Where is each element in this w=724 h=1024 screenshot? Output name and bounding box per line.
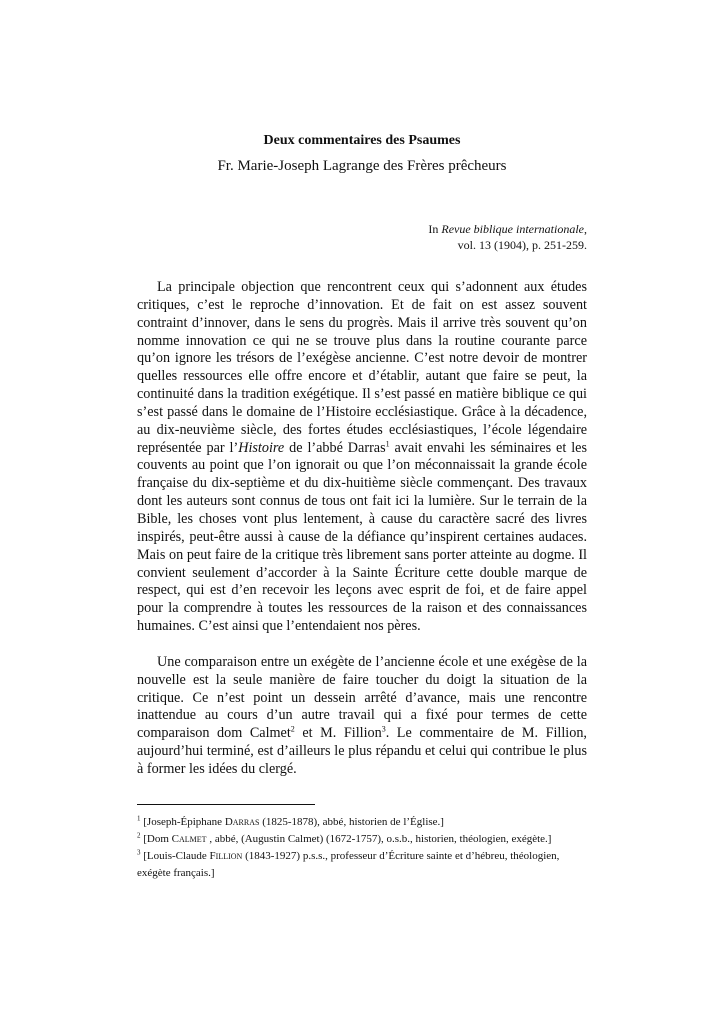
citation-suffix: , [584, 222, 587, 236]
footnote-3-number: 3 [137, 848, 141, 857]
footnote-ref-2[interactable]: 2 [290, 724, 295, 734]
citation-prefix: In [428, 222, 442, 236]
article-body [137, 279, 587, 779]
p1-text-1: La principale objection que rencontrent ceux qui s’adonnent aux études critiques, c’est le reproche d’innovation. Et de fait on est assez souvent contraint d’innover, dans le sens du progrès. Mais il arrive très souvent qu’on nomme innovation ce qui ne se trouve plus dans la routine courante parce qu’on ignore les trésors de l’exégèse ancienne. C’est notre devoir de montrer quelles ressources elle offre encore et d’établir, autant que faire se peut, la continuité dans la tradition exégétique. Il s’est passé en matière biblique ce qui s’est passé dans le domaine de l’Histoire ecclésiastique. Grâce à la décadence, au dix-neuvième siècle, des fortes études ecclésiastiques, l’école légendaire représentée par l’ [137, 279, 587, 456]
footnote-ref-3[interactable]: 3 [381, 724, 386, 734]
p1-italic-histoire: Histoire [238, 439, 285, 456]
p2-text-2: et M. Fillion [294, 725, 382, 742]
footnote-1-name: Darras [224, 816, 260, 828]
citation-details: vol. 13 (1904), p. 251-259. [457, 238, 587, 252]
body-paragraph-1 [137, 279, 587, 636]
footnotes [137, 814, 587, 882]
footnote-2 [137, 831, 587, 848]
footnote-separator [137, 804, 315, 805]
footnote-1-number: 1 [137, 814, 141, 823]
p1-text-2: de l’abbé Darras [284, 439, 386, 456]
footnote-2-pre: [Dom [140, 833, 172, 845]
p2-text-1: Une comparaison entre un exégète de l’ancienne école et une exégèse de la nouvelle est la seule manière de faire toucher du doigt la situation de la critique. Ce n’est point un dessein arrêté d’avance, mais une rencontre inattendue au cours d’un autre travail qui a fixé pour termes de cette comparaison dom Calmet [137, 653, 587, 742]
body-paragraph-2 [137, 654, 587, 779]
citation-journal: Revue biblique internationale [441, 222, 584, 236]
footnote-3 [137, 848, 587, 882]
footnote-1-post: (1825-1878), abbé, historien de l’Église.] [259, 816, 444, 828]
footnote-2-number: 2 [137, 831, 141, 840]
footnote-3-post: (1843-1927) p.s.s., professeur d’Écriture sainte et d’hébreu, théologien, exégète français.] [137, 850, 560, 879]
footnote-ref-1[interactable]: 1 [385, 438, 390, 448]
article-title: Deux commentaires des Psaumes [263, 133, 461, 148]
p1-text-3: avait envahi les séminaires et les couvents au point que l’on ignorait ou que l’on méconnaissait la grande école française du dix-septième et du dix-huitième siècle commençant. Des travaux dont les auteurs sont connus de tous ont fait ici la lumière. Sur le terrain de la Bible, les choses vont plus lentement, à cause du caractère sacré des livres inspirés, peut-être aussi à cause de la défiance qu’inspirent certaines audaces. Mais on peut faire de la critique très librement sans porter atteinte au dogme. Il convient seulement d’accorder à la Sainte Écriture cette double marque de respect, qui est d’en recevoir les leçons avec esprit de foi, et de faire appel pour la comprendre à toutes les ressources de la raison et des connaissances humaines. C’est ainsi que l’entendaient nos pères. [137, 439, 587, 635]
source-citation [428, 221, 587, 253]
footnote-1-pre: [Joseph-Épiphane [140, 816, 225, 828]
footnote-3-pre: [Louis-Claude [140, 850, 210, 862]
footnote-1 [137, 814, 587, 831]
footnote-3-name: Fillion [209, 850, 243, 862]
footnote-2-name: Calmet [171, 833, 207, 845]
footnote-2-post: , abbé, (Augustin Calmet) (1672-1757), o.s.b., historien, théologien, exégète.] [206, 833, 552, 845]
citation-line-1 [428, 221, 587, 237]
article-author: Fr. Marie-Joseph Lagrange des Frères prêcheurs [217, 158, 507, 174]
p2-text-3: . Le commentaire de M. Fillion, aujourd’hui terminé, est d’ailleurs le plus répandu et celui qui contribue le plus à former les idées du clergé. [137, 725, 587, 777]
